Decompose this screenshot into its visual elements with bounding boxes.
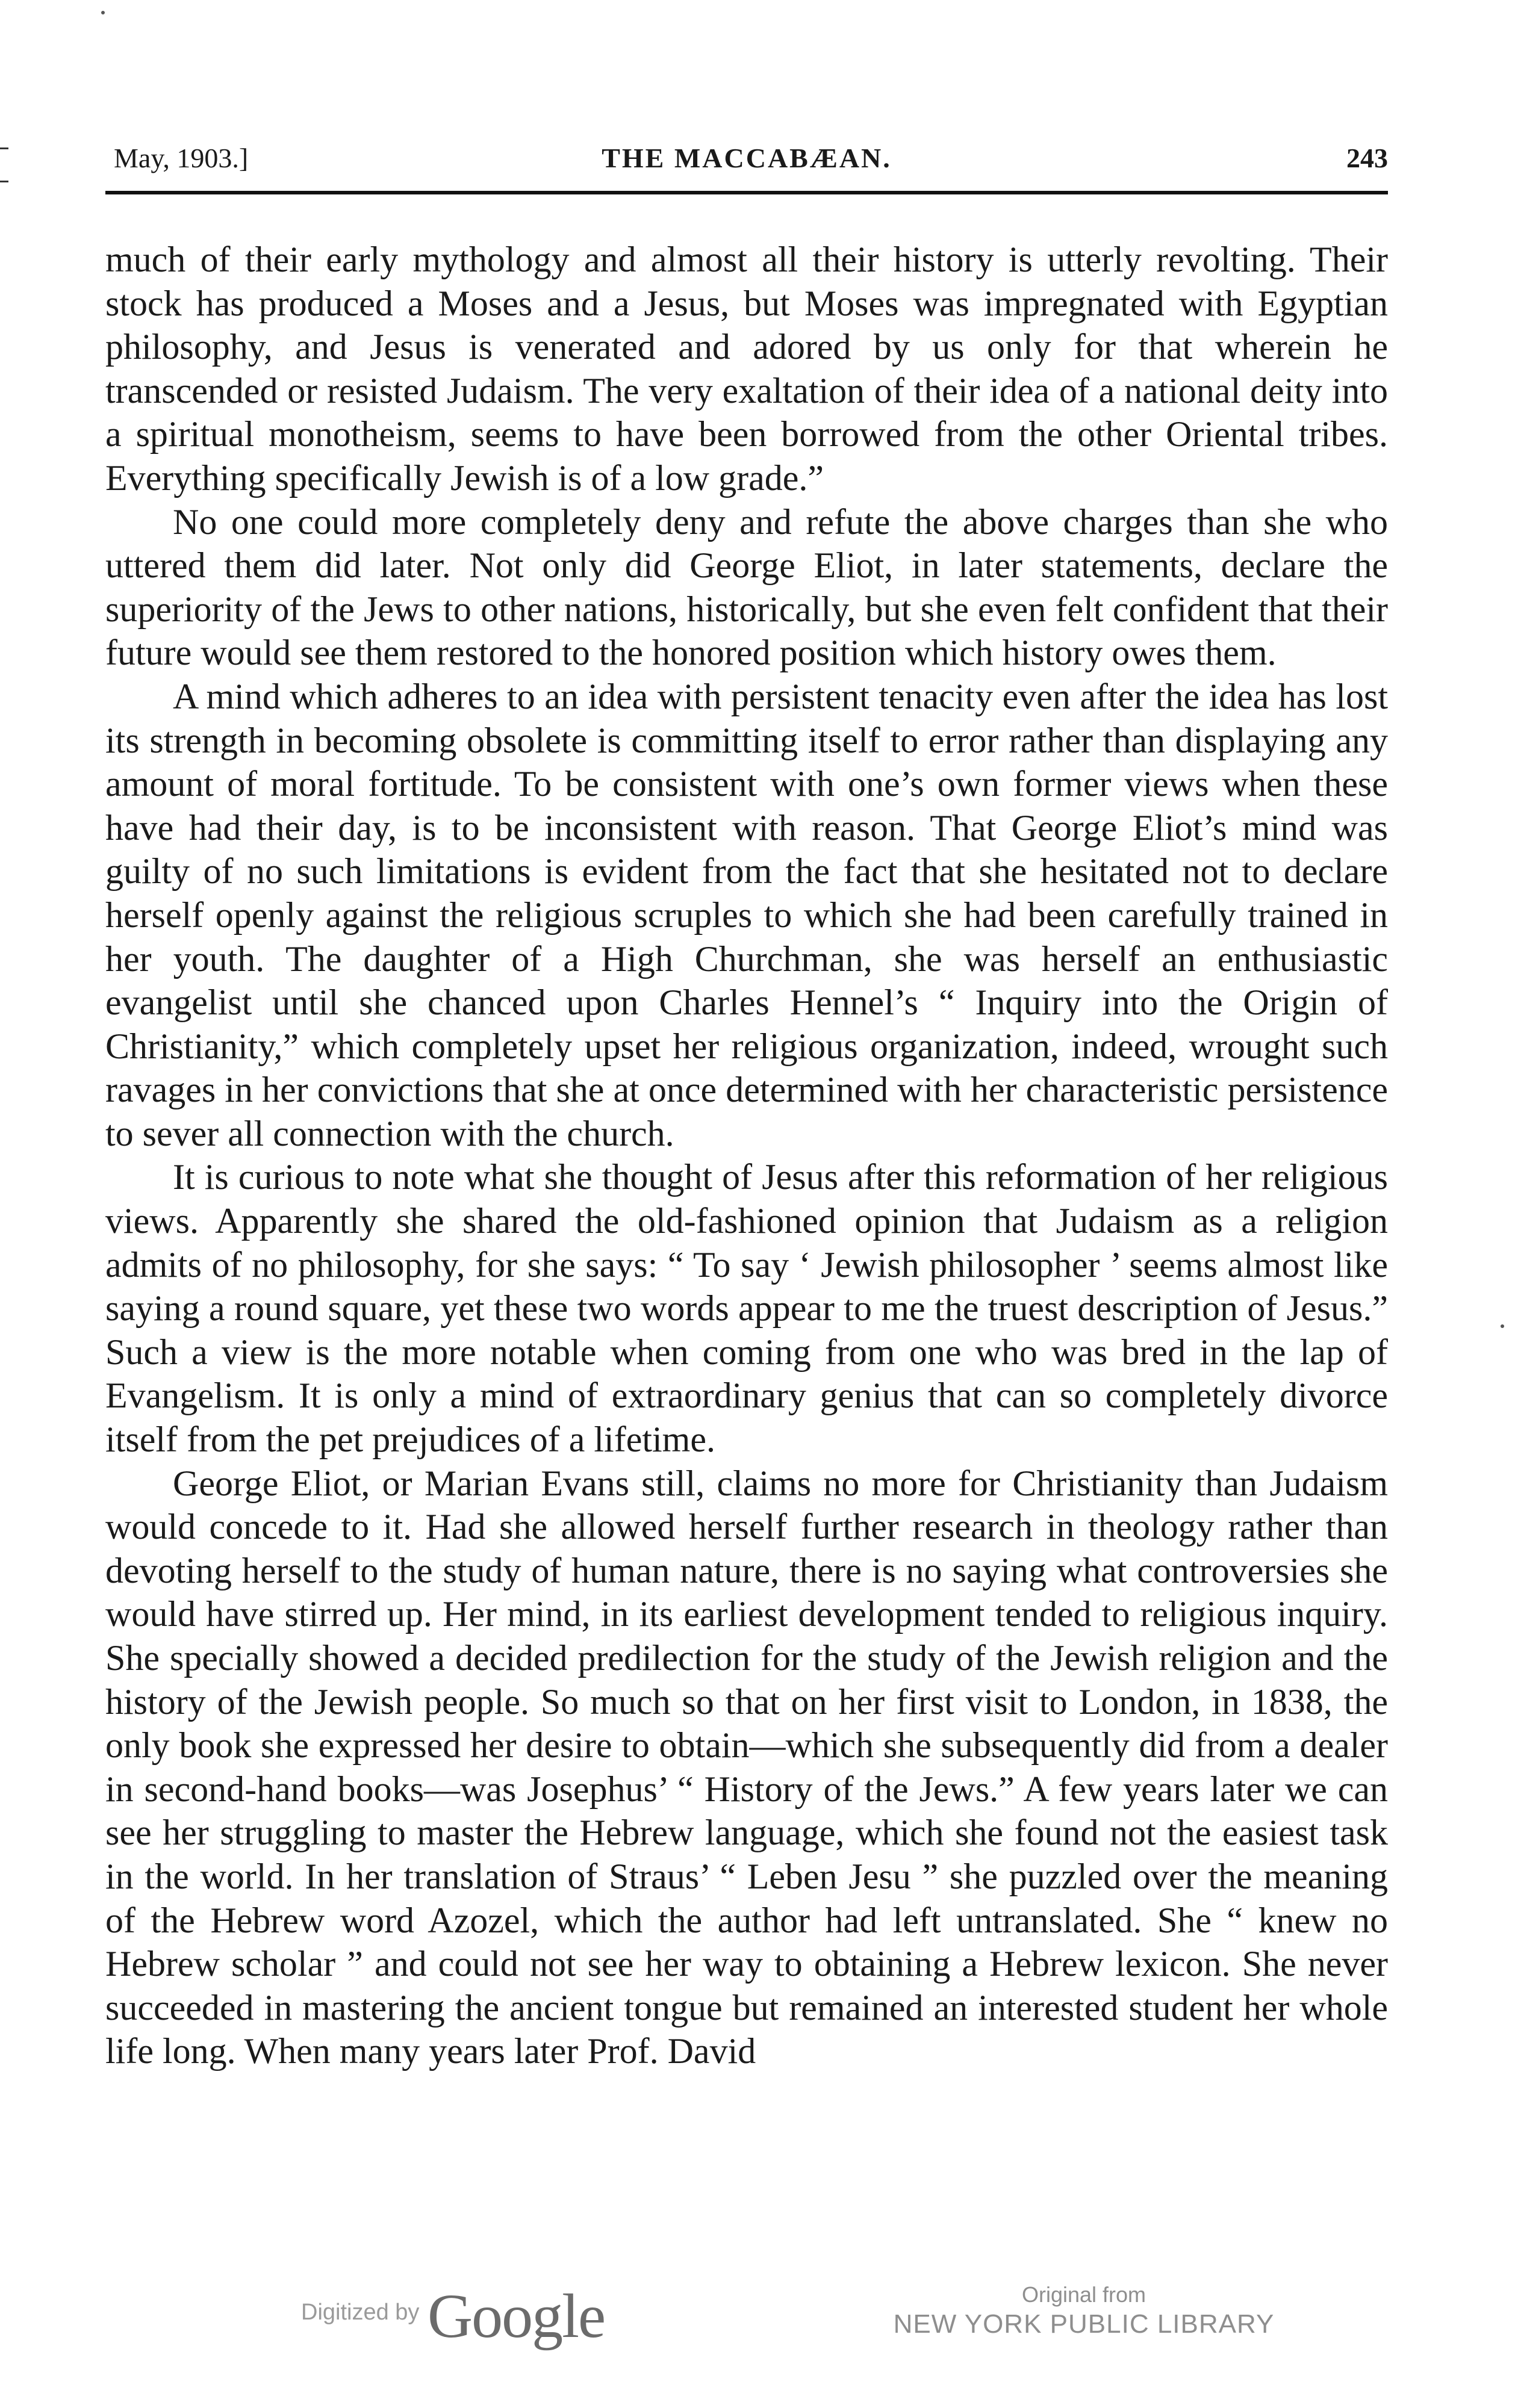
scan-speck bbox=[1501, 1324, 1504, 1328]
digitized-by-label: Digitized by bbox=[301, 2300, 420, 2325]
page bbox=[105, 135, 1388, 2071]
scan-speck bbox=[101, 11, 105, 14]
paragraph-5: George Eliot, or Marian Evans still, claims no more for Christianity than Judaism would concede to it. Had she allowed herself further research in theology rather than devoting herself to the study of human nature, there is no saying what controversies she would have stirred up. Her mind, in its earliest development tended to religious inquiry. She specially showed a decided predilection for the study of the Jewish religion and the history of the Jewish people. So much so that on her first visit to London, in 1838, the only book she expressed her desire to obtain—which she subsequently did from a dealer in second-hand books—was Josephus’ “ History of the Jews.” A few years later we can see her struggling to master the Hebrew language, which she found not the easiest task in the world. In her translation of Straus’ “ Leben Jesu ” she puzzled over the meaning of the Hebrew word Azozel, which the author had left untranslated. She “ knew no Hebrew scholar ” and could not see her way to obtaining a Hebrew lexicon. She never succeeded in mastering the ancient tongue but remained an interested student her whole life long. When many years later Prof. David bbox=[105, 1463, 1388, 2071]
paragraph-2: No one could more completely deny and refute the above charges than she who uttered them did later. Not only did George Eliot, in later statements, declare the superiority of the Jews to other nations, historically, but she even felt confident that their future would see them restored to the honored position which history owes them. bbox=[105, 501, 1388, 673]
library-name: NEW YORK PUBLIC LIBRARY bbox=[893, 2309, 1275, 2339]
scan-edge-mark bbox=[0, 147, 8, 149]
paragraph-3: A mind which adheres to an idea with persistent tenacity even after the idea has lost its strength in becoming obsolete is committing itself to error rather than displaying any amount of moral fortitude. To be consistent with one’s own former views when these have had their day, is to be inconsistent with reason. That George Eliot’s mind was guilty of no such limitations is evident from the fact that she hesitated not to declare herself openly against the religious scruples to which she had been carefully trained in her youth. The daughter of a High Churchman, she was herself an enthusiastic evangelist until she chanced upon Charles Hennel’s “ Inquiry into the Origin of Christianity,” which completely upset her religious organization, indeed, wrought such ravages in her convictions that she at once determined with her characteristic persistence to sever all connection with the church. bbox=[105, 676, 1388, 1153]
paragraph-1: much of their early mythology and almost all their history is utterly revolting. Their stock has produced a Moses and a Jesus, but Moses was impregnated with Egyptian philosophy, and Jesus is venerated and adored by us only for that wherein he transcended or resisted Judaism. The very exaltation of their idea of a national deity into a spiritual monotheism, seems to have been borrowed from the other Oriental tribes. Everything specifically Jewish is of a low grade.” bbox=[105, 240, 1388, 498]
issue-date: May, 1903.] bbox=[114, 143, 249, 173]
google-logo: Google bbox=[428, 2282, 605, 2351]
article-body bbox=[105, 238, 1388, 2073]
header-rule bbox=[105, 191, 1388, 194]
page-number: 243 bbox=[1346, 143, 1388, 173]
journal-title: THE MACCABÆAN. bbox=[602, 143, 892, 173]
paragraph-4: It is curious to note what she thought of Jesus after this reformation of her religious views. Apparently she shared the old-fashioned opinion that Judaism as a religion admits of no philosophy, for she says: “ To say ‘ Jewish philosopher ’ seems almost like saying a round square, yet these two words appear to me the truest description of Jesus.” Such a view is the more notable when coming from one who was bred in the lap of Evangelism. It is only a mind of extraordinary genius that can so completely divorce itself from the pet prejudices of a lifetime. bbox=[105, 1157, 1388, 1460]
original-from-label: Original from bbox=[1021, 2282, 1146, 2307]
running-header bbox=[105, 135, 1388, 181]
original-source bbox=[855, 2282, 1313, 2341]
scan-edge-mark bbox=[0, 181, 8, 182]
